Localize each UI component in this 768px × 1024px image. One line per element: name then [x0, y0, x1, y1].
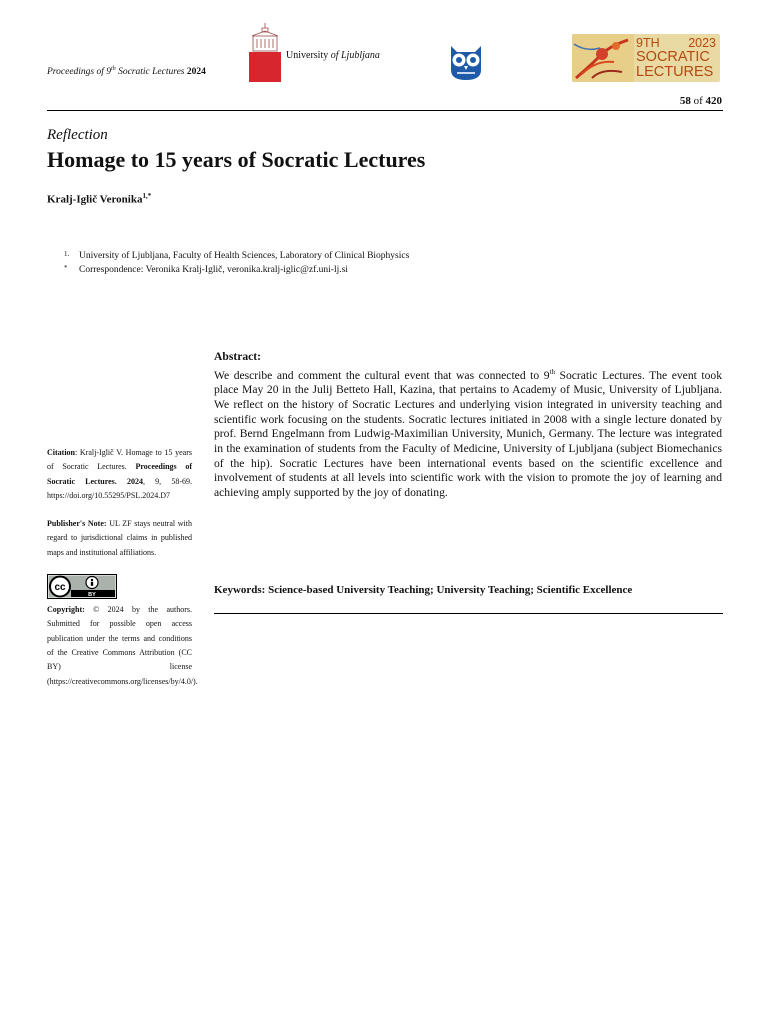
socratic-lectures-logo: 9TH 2023 SOCRATIC LECTURES	[572, 34, 720, 82]
affiliations	[64, 249, 409, 277]
abstract-divider	[214, 613, 723, 614]
affiliation-item: 1. University of Ljubljana, Faculty of Health Sciences, Laboratory of Clinical Biophysics	[64, 250, 410, 261]
keywords: Keywords: Science-based University Teaching; University Teaching; Scientific Excellence	[214, 584, 633, 596]
correspondence-item: * Correspondence: Veronika Kralj-Iglič, veronika.kralj-iglic@zf.uni-lj.si	[64, 264, 348, 275]
abstract	[214, 350, 722, 501]
doi-link[interactable]: https://doi.org/10.55295/PSL.2024.D7	[47, 490, 170, 500]
proceedings-title: Proceedings of 9th Socratic Lectures 2024	[47, 66, 206, 78]
publisher-note: Publisher's Note: UL ZF stays neutral with regard to jurisdictional claims in published maps and institutional affiliations.	[47, 519, 193, 557]
svg-text:cc: cc	[54, 582, 66, 594]
copyright-block: Copyright: © 2024 by the authors. Submitted for possible open access publication under the terms and conditions of the Creative Commons Attribution (CC BY) license (https://creativecommons.org/licenses/by/4.0/).	[47, 605, 198, 686]
abstract-text: We describe and comment the cultural event that was connected to 9th Socratic Lectures. The event took place May 20 in the Julij Betteto Hall, Kazina, that pertains to Academy of Music, University of Ljubljana. We reflect on the history of Socratic Lectures and underlying vision integrated in university teaching and scientific work focusing on the students. Socratic lectures initiated in 2008 with a single lecture donated by prof. Bernd Engelmann from Ludwig-Maximilian University, Munich, Germany. The lecture was integrated in the examination of students from the Faculty of Medicine, University of Ljubljana (subject Biomechanics of the hip). Socratic Lectures have been international events based on the scientific excellence and involvement of students at all levels into scientific work with the vision to promote the joy of learning and achieving amply supported by the joy of donating.	[214, 367, 722, 500]
section-label: Reflection	[47, 127, 108, 143]
university-name: University of Ljubljana	[286, 50, 380, 61]
flower-painting-icon	[572, 34, 634, 82]
author-line: Kralj-Iglič Veronika$^{1,*}$	[47, 192, 152, 206]
header-divider	[47, 110, 723, 111]
university-of-ljubljana-logo	[249, 22, 399, 84]
owl-logo-icon	[445, 40, 487, 82]
ul-red-block	[249, 52, 281, 82]
cc-by-license-icon[interactable]	[47, 574, 117, 599]
university-building-icon	[249, 22, 281, 52]
svg-text:BY: BY	[88, 592, 96, 599]
citation-block: Citation: Kralj-Iglič V. Homage to 15 years of Socratic Lectures. Proceedings of Socratic Lectures. 2024, 9, 58-69. https://doi.org/10.55295/PSL.2024.D7	[47, 448, 192, 500]
abstract-label: Abstract:	[214, 350, 262, 363]
article-sidebar	[47, 446, 198, 703]
page-number: 58 of 420	[679, 95, 722, 107]
paper-title: Homage to 15 years of Socratic Lectures	[47, 147, 426, 172]
